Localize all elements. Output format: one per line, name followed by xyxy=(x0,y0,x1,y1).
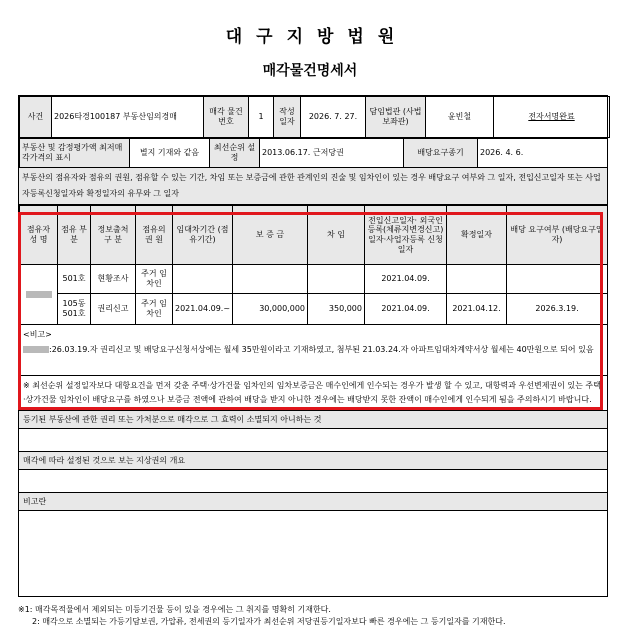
cell-rent: 350,000 xyxy=(308,294,365,325)
cell-claim: 2026.3.19. xyxy=(507,294,608,325)
col-claim: 배당 요구여부 (배당요구일자) xyxy=(507,206,608,265)
footer-note-2: 2: 매각으로 소멸되는 가등기담보권, 가압류, 전세권의 등기일자가 최선순위 저당권등기일자보다 빠른 경우에는 그 등기일자를 기재한다. xyxy=(32,617,506,626)
cell-part: 105동 501호 xyxy=(58,294,91,325)
remarks-column-heading: 비고란 xyxy=(19,493,607,511)
col-move-in: 전입신고일자· 외국인등록(체류지변경신고) 일자·사업자등록 신청일자 xyxy=(365,206,447,265)
col-part: 점유 부분 xyxy=(58,206,91,265)
tenant-warning: ※ 최선순위 설정일자보다 대항요건을 먼저 갖춘 주택·상가건물 임차인의 임차보증금은 매수인에게 인수되는 경우가 발생 할 수 있고, 대항력과 우선변제권이 있는 주택·상가건물 임차인이 배당요구를 하였으나 보증금 전액에 관하여 배당을 받지 아니한 경우에는 배당받지 못한 잔액이 매수인에게 인수되게 됨을 주의하시기 바랍니다. xyxy=(19,376,607,411)
cell-move-in: 2021.04.09. xyxy=(365,265,447,294)
created-date-label: 작성 일자 xyxy=(274,97,301,138)
cell-source: 권리신고 xyxy=(91,294,136,325)
highlight-box xyxy=(18,212,603,410)
property-table xyxy=(19,138,608,168)
cell-right: 주거 임차인 xyxy=(136,294,173,325)
footer-note-1: ※1: 매각목적물에서 제외되는 미등기건물 등이 있을 경우에는 그 취지를 명확히 기재한다. xyxy=(18,605,331,614)
case-label: 사건 xyxy=(20,97,52,138)
col-occupant: 점유자 성 명 xyxy=(20,206,58,265)
col-rent: 차 임 xyxy=(308,206,365,265)
cell-source: 현황조사 xyxy=(91,265,136,294)
col-deposit: 보 증 금 xyxy=(233,206,308,265)
footer-notes xyxy=(18,604,618,628)
surface-rights-content xyxy=(19,470,607,493)
cell-deposit: 30,000,000 xyxy=(233,294,308,325)
surface-rights-heading: 매각에 따라 설정된 것으로 보는 지상권의 개요 xyxy=(19,452,607,470)
created-date: 2026. 7. 27. xyxy=(301,97,366,138)
occupancy-note: 부동산의 점유자와 점유의 권원, 점유할 수 있는 기간, 차임 또는 보증금에 관한 관계인의 진술 및 임차인이 있는 경우 배당요구 여부와 그 일자, 전입신고일자 또는 사업자등록신청일자와 확정일자의 유무와 그 일자 xyxy=(19,168,607,205)
deadline-value: 2026. 4. 6. xyxy=(478,139,608,168)
property-label: 부동산 및 감정평가액 최저매각가격의 표시 xyxy=(20,139,130,168)
court-name: 대구지방법원 xyxy=(225,27,409,47)
cell-part: 501호 xyxy=(58,265,91,294)
document-title: 매각물건명세서 xyxy=(262,63,358,79)
judge-name: 윤빈철 xyxy=(426,97,494,138)
cell-right: 주거 임차인 xyxy=(136,265,173,294)
col-fixed-date: 확정일자 xyxy=(447,206,507,265)
lien-value: 2013.06.17. 근저당권 xyxy=(260,139,404,168)
col-right: 점유의 권 원 xyxy=(136,206,173,265)
registered-rights-content xyxy=(19,429,607,452)
sale-number-label: 매각 물건번호 xyxy=(204,97,249,138)
registered-rights-heading: 등기된 부동산에 관한 권리 또는 가처분으로 매각으로 그 효력이 소멸되지 아니하는 것 xyxy=(19,411,607,429)
cell-fixed-date: 2021.04.12. xyxy=(447,294,507,325)
lien-label: 최선순위 설정 xyxy=(210,139,260,168)
cell-period: 2021.04.09.~ xyxy=(173,294,233,325)
property-value: 별지 기재와 같음 xyxy=(130,139,210,168)
remarks-text: :26.03.19.자 권리신고 및 배당요구신청서상에는 월세 35만원이라고 기재하였고, 첨부된 21.03.24.자 아파트임대차계약서상 월세는 40만원으로 되어 있음 xyxy=(49,345,594,354)
col-source: 정보출처 구 분 xyxy=(91,206,136,265)
sale-number: 1 xyxy=(249,97,274,138)
case-number: 2026타경100187 부동산임의경매 xyxy=(52,97,204,138)
signature-status: 전자서명완료 xyxy=(494,97,610,138)
case-info-table xyxy=(19,96,610,138)
remarks-column-content xyxy=(19,511,607,533)
col-period: 임대차기간 (점유기간) xyxy=(173,206,233,265)
deadline-label: 배당요구종기 xyxy=(404,139,478,168)
judge-label: 담임법관 (사법보좌관) xyxy=(366,97,426,138)
cell-move-in: 2021.04.09. xyxy=(365,294,447,325)
remarks-label: <비고> xyxy=(23,330,52,339)
